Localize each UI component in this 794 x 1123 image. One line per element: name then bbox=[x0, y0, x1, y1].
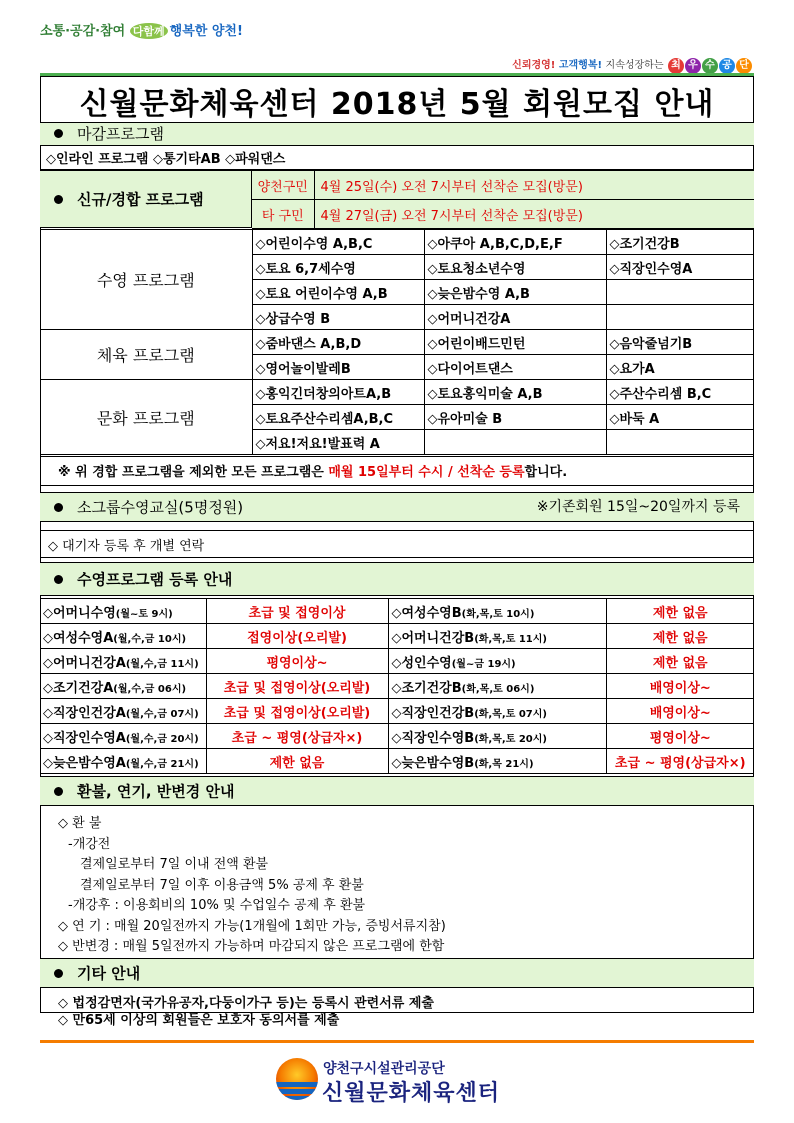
swim-class-name: ◇여성수영A bbox=[43, 630, 114, 646]
program-cell bbox=[606, 430, 754, 455]
small-group-period: ※기존회원 15일~20일까지 등록 bbox=[536, 499, 740, 515]
swim-class-name: ◇직장인건강B bbox=[391, 705, 475, 721]
slogan-tail: 행복한 양천! bbox=[169, 24, 243, 39]
swim-requirement: 접영이상(오리발) bbox=[206, 624, 388, 649]
program-cell: ◇다이어트댄스 bbox=[424, 355, 606, 380]
swim-requirement: 평영이상~ bbox=[606, 724, 754, 749]
swim-requirement: 배영이상~ bbox=[606, 699, 754, 724]
swim-reg-heading: 수영프로그램 등록 안내 bbox=[77, 570, 233, 589]
swim-class bbox=[388, 724, 606, 749]
program-cell: ◇토요주산수리셈A,B,C bbox=[252, 405, 424, 430]
section-refund bbox=[40, 776, 754, 806]
program-row bbox=[40, 230, 754, 255]
footer-center-name: 신월문화체육센터 bbox=[322, 1081, 501, 1106]
swim-requirement: 제한 없음 bbox=[606, 624, 754, 649]
program-cell: ◇홍익긴더창의아트A,B bbox=[252, 380, 424, 405]
swim-class-name: ◇직장인수영B bbox=[391, 730, 475, 746]
program-row bbox=[40, 380, 754, 405]
swim-class-name: ◇여성수영B bbox=[391, 605, 462, 621]
swim-class-time: (월,수,금 07시) bbox=[125, 708, 199, 720]
swim-requirement: 초급 및 접영이상 bbox=[206, 599, 388, 624]
swim-class-name: ◇직장인건강A bbox=[43, 705, 126, 721]
swim-requirement: 배영이상~ bbox=[606, 674, 754, 699]
bullet-icon bbox=[54, 969, 63, 978]
program-cell: ◇상급수영 B bbox=[252, 305, 424, 330]
program-cell: ◇토요홍익미술 A,B bbox=[424, 380, 606, 405]
swim-class-time: (월,수,금 10시) bbox=[113, 633, 187, 645]
mgmt-badge-char: 단 bbox=[736, 58, 752, 74]
swim-class bbox=[40, 649, 206, 674]
mgmt-badge bbox=[667, 60, 752, 71]
refund-list bbox=[58, 812, 748, 956]
footer-org: 양천구시설관리공단 bbox=[323, 1061, 445, 1077]
swim-class bbox=[40, 749, 206, 774]
swim-class-time: (월,수,금 11시) bbox=[125, 658, 199, 670]
mgmt-badge-char: 공 bbox=[719, 58, 735, 74]
swim-class-name: ◇조기건강A bbox=[43, 680, 114, 696]
swim-reg-row bbox=[40, 649, 754, 674]
program-cell: ◇유아미술 B bbox=[424, 405, 606, 430]
swim-reg-row bbox=[40, 699, 754, 724]
program-cell bbox=[424, 430, 606, 455]
bullet-icon bbox=[54, 195, 63, 204]
etc-line: ◇ 만65세 이상의 회원들은 보호자 동의서를 제출 bbox=[58, 1013, 340, 1028]
swim-class bbox=[388, 624, 606, 649]
section-new-join bbox=[40, 170, 252, 228]
etc-line: ◇ 법정감면자(국가유공자,다둥이가구 등)는 등록시 관련서류 제출 bbox=[58, 996, 434, 1011]
refund-line: 결제일로부터 7일 이내 전액 환불 bbox=[80, 857, 269, 872]
swim-class-name: ◇직장인수영A bbox=[43, 730, 126, 746]
program-category: 수영 프로그램 bbox=[40, 230, 252, 330]
swim-class bbox=[388, 599, 606, 624]
small-group-heading: 소그룹수영교실(5명정원) bbox=[77, 498, 244, 517]
swim-requirement: 초급 및 접영이상(오리발) bbox=[206, 674, 388, 699]
section-etc bbox=[40, 958, 754, 988]
program-category: 문화 프로그램 bbox=[40, 380, 252, 455]
program-cell: ◇아쿠아 A,B,C,D,E,F bbox=[424, 230, 606, 255]
swim-class-name: ◇늦은밤수영A bbox=[43, 755, 126, 771]
closing-items bbox=[40, 146, 754, 170]
footer-rule bbox=[40, 1040, 754, 1043]
program-cell: ◇주산수리셈 B,C bbox=[606, 380, 754, 405]
slogan-badge: 다함께 bbox=[130, 23, 168, 39]
refund-line: -개강후 : 이용회비의 10% 및 수업일수 공제 후 환불 bbox=[68, 898, 366, 913]
notice-highlight: 매월 15일부터 수시 / 선착순 등록 bbox=[328, 465, 525, 480]
swim-reg-table bbox=[40, 598, 754, 774]
mgmt-happy: 고객행복! bbox=[558, 60, 603, 71]
swim-class bbox=[388, 649, 606, 674]
etc-list bbox=[58, 992, 748, 1026]
mgmt-trust: 신뢰경영! bbox=[512, 60, 556, 71]
program-cell: ◇직장인수영A bbox=[606, 255, 754, 280]
program-category: 체육 프로그램 bbox=[40, 330, 252, 380]
program-cell: ◇토요 6,7세수영 bbox=[252, 255, 424, 280]
program-cell: ◇줌바댄스 A,B,D bbox=[252, 330, 424, 355]
swim-class-time: (화,목,토 10시) bbox=[461, 608, 535, 620]
swim-class bbox=[40, 599, 206, 624]
mgmt-badge-char: 최 bbox=[668, 58, 684, 74]
swim-requirement: 초급 및 접영이상(오리발) bbox=[206, 699, 388, 724]
swim-class bbox=[40, 699, 206, 724]
swim-class bbox=[388, 674, 606, 699]
swim-class-name: ◇성인수영 bbox=[391, 655, 452, 671]
new-join-date-other: 4월 27일(금) 오전 7시부터 선착순 모집(방문) bbox=[314, 200, 754, 229]
swim-requirement: 초급 ~ 평영(상급자×) bbox=[606, 749, 754, 774]
org-logo-icon bbox=[276, 1058, 318, 1100]
program-cell: ◇조기건강B bbox=[606, 230, 754, 255]
program-cell: ◇늦은밤수영 A,B bbox=[424, 280, 606, 305]
new-join-table bbox=[252, 170, 754, 229]
section-small-group bbox=[40, 492, 754, 522]
notice-post: 합니다. bbox=[524, 465, 568, 480]
section-closing-heading: 마감프로그램 bbox=[77, 125, 164, 143]
mgmt-growth: 지속성장하는 bbox=[605, 60, 664, 71]
swim-class-time: (화,목,토 06시) bbox=[461, 683, 535, 695]
closing-items-text: ◇인라인 프로그램 ◇통기타AB ◇파워댄스 bbox=[46, 152, 286, 167]
section-swim-reg bbox=[40, 562, 754, 596]
swim-class-name: ◇늦은밤수영B bbox=[391, 755, 475, 771]
swim-requirement: 초급 ~ 평영(상급자×) bbox=[206, 724, 388, 749]
slogan bbox=[40, 20, 243, 39]
swim-requirement: 평영이상~ bbox=[206, 649, 388, 674]
swim-class-time: (월,수,금 20시) bbox=[125, 733, 199, 745]
program-cell: ◇영어놀이발레B bbox=[252, 355, 424, 380]
bullet-icon bbox=[54, 787, 63, 796]
swim-reg-row bbox=[40, 724, 754, 749]
swim-requirement: 제한 없음 bbox=[206, 749, 388, 774]
swim-class bbox=[40, 674, 206, 699]
swim-class-time: (화,목,토 20시) bbox=[474, 733, 547, 745]
program-cell: ◇어머니건강A bbox=[424, 305, 606, 330]
program-cell: ◇어린이수영 A,B,C bbox=[252, 230, 424, 255]
notice-pre: ※ 위 경합 프로그램을 제외한 모든 프로그램은 bbox=[58, 465, 329, 480]
swim-class-name: ◇어머니건강A bbox=[43, 655, 126, 671]
new-join-date-resident: 4월 25일(수) 오전 7시부터 선착순 모집(방문) bbox=[314, 171, 754, 200]
swim-class-time: (월~금 19시) bbox=[451, 658, 516, 670]
refund-line: -개강전 bbox=[68, 836, 111, 852]
swim-class-time: (화,목 21시) bbox=[474, 758, 534, 770]
program-cell: ◇토요 어린이수영 A,B bbox=[252, 280, 424, 305]
swim-requirement: 제한 없음 bbox=[606, 599, 754, 624]
etc-heading: 기타 안내 bbox=[77, 964, 141, 983]
swim-class-time: (월,수,금 06시) bbox=[113, 683, 187, 695]
swim-class-time: (화,목,토 11시) bbox=[474, 633, 547, 645]
swim-reg-row bbox=[40, 674, 754, 699]
swim-reg-row bbox=[40, 749, 754, 774]
management-slogan bbox=[512, 56, 752, 74]
swim-class-name: ◇어머니수영 bbox=[43, 605, 116, 621]
refund-line: ◇ 반변경 : 매월 5일전까지 가능하며 마감되지 않은 프로그램에 한함 bbox=[58, 939, 445, 954]
swim-class-time: (화,목,토 07시) bbox=[474, 708, 547, 720]
small-group-line bbox=[40, 530, 754, 558]
program-cell bbox=[606, 305, 754, 330]
swim-reg-row bbox=[40, 599, 754, 624]
mgmt-badge-char: 우 bbox=[685, 58, 701, 74]
notice-line bbox=[40, 456, 754, 486]
swim-class bbox=[388, 749, 606, 774]
program-cell: ◇토요청소년수영 bbox=[424, 255, 606, 280]
refund-line: 결제일로부터 7일 이후 이용금액 5% 공제 후 환불 bbox=[80, 877, 364, 893]
swim-class-name: ◇어머니건강B bbox=[391, 630, 475, 646]
bullet-icon bbox=[54, 129, 63, 138]
mgmt-badge-char: 수 bbox=[702, 58, 718, 74]
program-cell: ◇어린이배드민턴 bbox=[424, 330, 606, 355]
swim-reg-row bbox=[40, 624, 754, 649]
refund-line: ◇ 연 기 : 매월 20일전까지 가능(1개월에 1회만 가능, 증빙서류지참) bbox=[58, 918, 446, 934]
new-join-label-other: 타 구민 bbox=[252, 200, 314, 229]
refund-heading: 환불, 연기, 반변경 안내 bbox=[77, 782, 235, 801]
slogan-text: 소통·공감·참여 bbox=[40, 24, 126, 39]
new-join-heading: 신규/경합 프로그램 bbox=[77, 190, 204, 209]
bullet-icon bbox=[54, 503, 63, 512]
swim-class-time: (월,수,금 21시) bbox=[125, 758, 199, 770]
section-closing bbox=[40, 122, 754, 146]
swim-requirement: 제한 없음 bbox=[606, 649, 754, 674]
swim-class bbox=[40, 624, 206, 649]
bullet-icon bbox=[54, 575, 63, 584]
program-cell: ◇요가A bbox=[606, 355, 754, 380]
program-cell: ◇저요!저요!발표력 A bbox=[252, 430, 424, 455]
refund-line: ◇ 환 불 bbox=[58, 816, 102, 831]
page-title: 신월문화체육센터 2018년 5월 회원모집 안내 bbox=[79, 87, 715, 122]
program-cell: ◇음악줄넘기B bbox=[606, 330, 754, 355]
program-cell bbox=[606, 280, 754, 305]
new-join-label-resident: 양천구민 bbox=[252, 171, 314, 200]
swim-class-name: ◇조기건강B bbox=[391, 680, 462, 696]
program-cell: ◇바둑 A bbox=[606, 405, 754, 430]
small-group-text: ◇ 대기자 등록 후 개별 연락 bbox=[48, 539, 205, 554]
swim-class bbox=[40, 724, 206, 749]
swim-class-time: (월~토 9시) bbox=[115, 608, 173, 620]
swim-class bbox=[388, 699, 606, 724]
program-table bbox=[40, 229, 754, 455]
program-row bbox=[40, 330, 754, 355]
